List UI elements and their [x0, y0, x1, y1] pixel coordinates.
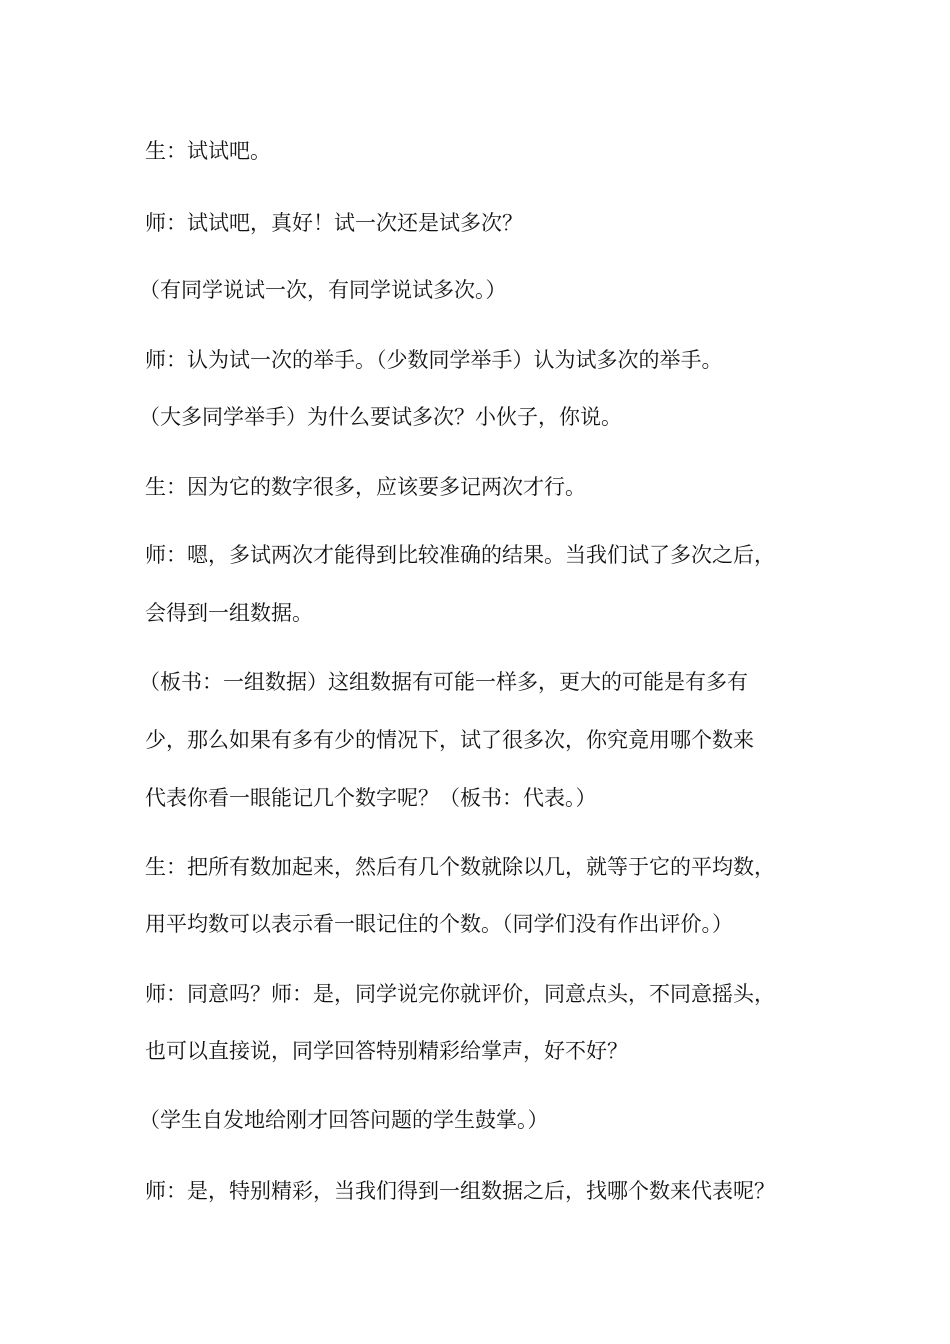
text-line-10: 少，那么如果有多有少的情况下，试了很多次，你究竟用哪个数来: [145, 728, 754, 752]
text-line-5: （大多同学举手）为什么要试多次？小伙子，你说。: [139, 405, 622, 429]
text-line-13: 用平均数可以表示看一眼记住的个数。（同学们没有作出评价。）: [145, 912, 733, 936]
text-line-12: 生：把所有数加起来，然后有几个数就除以几，就等于它的平均数，: [145, 855, 775, 879]
text-line-8: 会得到一组数据。: [145, 601, 313, 625]
text-line-14: 师：同意吗？师：是，同学说完你就评价，同意点头，不同意摇头，: [145, 982, 775, 1006]
text-line-1: 生：试试吧。: [145, 139, 271, 163]
text-line-2: 师：试试吧，真好！试一次还是试多次？: [145, 211, 523, 235]
text-line-15: 也可以直接说，同学回答特别精彩给掌声，好不好？: [145, 1039, 628, 1063]
text-line-17: 师：是，特别精彩，当我们得到一组数据之后，找哪个数来代表呢？: [145, 1179, 775, 1203]
text-line-3: （有同学说试一次，有同学说试多次。）: [139, 278, 507, 302]
text-line-4: 师：认为试一次的举手。（少数同学举手）认为试多次的举手。: [145, 348, 723, 372]
text-line-9: （板书：一组数据）这组数据有可能一样多，更大的可能是有多有: [139, 670, 748, 694]
text-line-16: （学生自发地给刚才回答问题的学生鼓掌。）: [139, 1108, 549, 1132]
text-line-6: 生：因为它的数字很多，应该要多记两次才行。: [145, 475, 586, 499]
text-line-7: 师：嗯，多试两次才能得到比较准确的结果。当我们试了多次之后，: [145, 543, 775, 567]
text-line-11: 代表你看一眼能记几个数字呢？（板书：代表。）: [145, 786, 597, 810]
